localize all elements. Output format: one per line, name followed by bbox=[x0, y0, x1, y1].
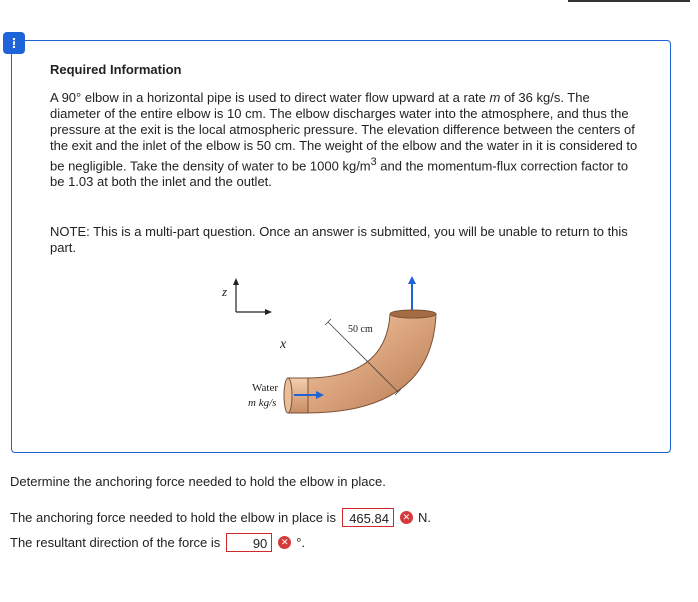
answer-direction-prompt: The resultant direction of the force is bbox=[10, 535, 221, 550]
force-unit: N. bbox=[417, 510, 431, 525]
problem-superscript: 3 bbox=[370, 156, 377, 168]
mass-flow-label: m kg/s bbox=[248, 397, 277, 409]
force-answer-input[interactable]: 465.84 bbox=[342, 508, 394, 527]
axis-x-label: x bbox=[280, 337, 287, 352]
multipart-note: NOTE: This is a multi-part question. Once an answer is submitted, you will be unable to return to this part. bbox=[50, 224, 628, 255]
top-divider bbox=[568, 0, 690, 2]
answer-row-force bbox=[10, 508, 431, 527]
incorrect-icon: ✕ bbox=[400, 511, 413, 524]
mass-flow-symbol: m bbox=[489, 90, 501, 105]
question-text: Determine the anchoring force needed to hold the elbow in place. bbox=[10, 474, 386, 489]
problem-statement bbox=[50, 90, 640, 190]
incorrect-icon: ✕ bbox=[278, 536, 291, 549]
answer-row-direction bbox=[10, 533, 305, 552]
elbow-diagram bbox=[196, 268, 446, 428]
outlet-flow-arrow bbox=[408, 276, 416, 314]
exclamation-icon: ! bbox=[3, 32, 25, 54]
water-label: Water bbox=[252, 382, 278, 394]
answer-force-prompt: The anchoring force needed to hold the elbow in place is bbox=[10, 510, 336, 525]
info-title: Required Information bbox=[50, 62, 182, 77]
axis-z-label: z bbox=[222, 284, 228, 299]
problem-text-1: A 90° elbow in a horizontal pipe is used to direct water flow upward at a rate bbox=[50, 90, 490, 105]
direction-unit: °. bbox=[296, 535, 306, 550]
coordinate-axes bbox=[233, 278, 272, 315]
problem-text-3: and the momentum-flux correction factor to be 1.03 at both the inlet and the outlet. bbox=[50, 158, 629, 190]
inlet-opening bbox=[284, 378, 292, 413]
direction-answer-input[interactable]: 90 bbox=[226, 533, 272, 552]
height-label: 50 cm bbox=[348, 324, 373, 335]
problem-text-2: of 36 kg/s. The diameter of the entire elbow is 10 cm. The elbow discharges water into the atmosphere, and thus the pressure at the exit is the local atmospheric pressure. The elevation difference between the centers of the exit and the inlet of the elbow is 50 cm. The weight of the elbow and the water in it is considered to be negligible. Take the density of water to be 1000 kg/m bbox=[50, 90, 638, 174]
outlet-opening bbox=[390, 310, 436, 318]
